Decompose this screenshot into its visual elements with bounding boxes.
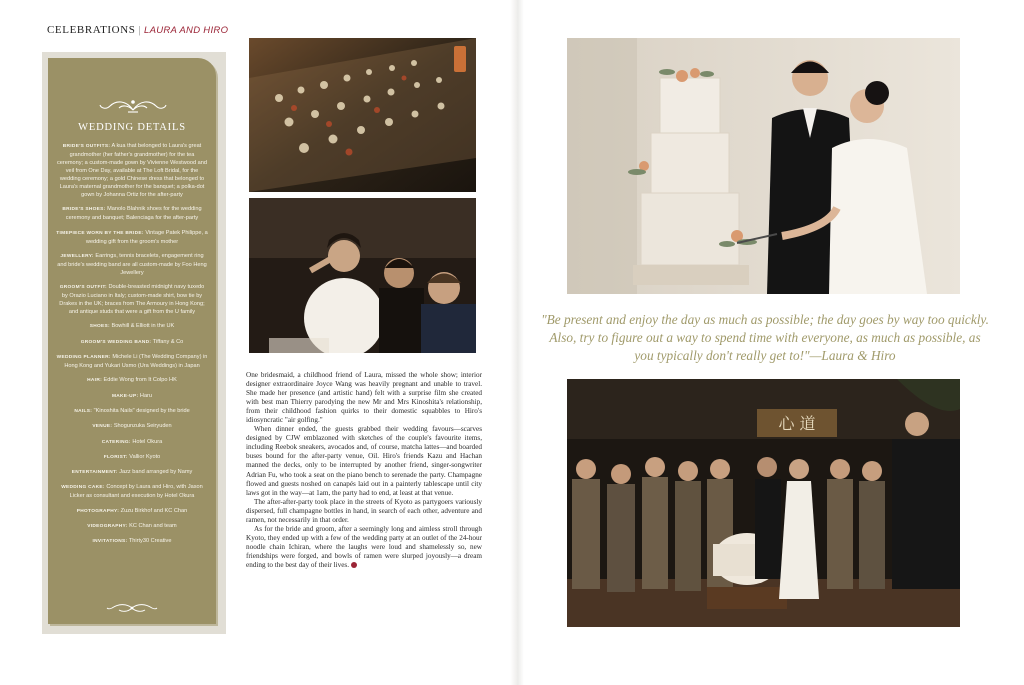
article-paragraph: The after-after-party took place in the streets of Kyoto as partygoers variously dispersed, full champagne bottles in hand, in search of each other, adventure and ramen, not necessarily in that order. (246, 497, 482, 524)
sake-ceremony-photo (567, 379, 960, 627)
end-mark-icon (351, 562, 357, 568)
detail-entry: SHOES: Bowhill & Elliott in the UK (89, 323, 175, 330)
pull-quote: "Be present and enjoy the day as much as possible; the day goes by way too quickly. Also, try to figure out a way to spend time with everyone, as much as possible, as you typically don't really get to!"—Laura & Hiro (541, 312, 989, 363)
couple-name: LAURA AND HIRO (144, 25, 229, 36)
flourish-ornament-icon (98, 96, 168, 116)
cake-cutting-photo (567, 38, 960, 294)
page-header (47, 24, 228, 36)
header-separator: | (138, 25, 141, 36)
tablescape-photo (249, 38, 476, 192)
detail-entry: BRIDE'S SHOES: Manolo Blahnik shoes for the wedding ceremony and banquet; Balenciaga for the after-party (62, 206, 202, 222)
divider-ornament-icon (106, 602, 158, 614)
article-paragraph (246, 525, 482, 570)
photo-icon (567, 38, 960, 294)
detail-entry: GROOM'S WEDDING BAND: Tiffany & Co (80, 338, 184, 345)
photo-icon (249, 198, 476, 353)
detail-entry: PHOTOGRAPHY: Zuzu Birkhof and KC Chan (76, 507, 188, 514)
detail-entry: JEWELLERY: Earrings, tennis bracelets, engagement ring and bride's wedding band are all custom-made by Foo Heng Jewellery (57, 252, 207, 276)
wedding-details-title: WEDDING DETAILS (78, 122, 186, 133)
wedding-details-panel (48, 58, 216, 624)
detail-entry: TIMEPIECE WORN BY THE BRIDE: Vintage Patek Philippe, a wedding gift from the groom's mother (56, 229, 208, 245)
detail-entry: WEDDING PLANNER: Michele Li (The Wedding Company) in Hong Kong and Yukari Usmo (Ura Weddings) in Japan (56, 354, 208, 370)
detail-entry: MAKE-UP: Haru (111, 392, 153, 399)
article-paragraph: One bridesmaid, a childhood friend of Laura, missed the whole show; interior designer extraordinaire Joyce Wang was heavily pregnant and unable to travel. She made her presence (and artistic hand) felt with a surprise film she created with best man Thierry parodying the new Mr and Mrs Kinoshita's relationship, from their childhood fashion quirks to their domestic squabbles to Hiro's idiosyncratic "air golfing." (246, 371, 482, 425)
photo-icon (567, 379, 960, 627)
detail-entry: ENTERTAINMENT: Jazz band arranged by Namy (71, 469, 193, 476)
detail-entry: BRIDE'S OUTFITS: A kua that belonged to Laura's great grandmother (her father's grandmother) for the tea ceremony; a custom-made gown by Vivienne Westwood and veil from One Day, available at The Loft Bridal, for the wedding ceremony; a gold Chinese dress that belonged to Laura's maternal grandmother for the banquet; a polka-dot gown by Johanna Ortiz for the after-party (57, 143, 207, 198)
detail-entry: INVITATIONS: Thirty30 Creative (92, 538, 172, 545)
detail-entry: FLORIST: Vallior Kyoto (103, 453, 161, 460)
detail-entry: GROOM'S OUTFIT: Double-breasted midnight navy tuxedo by Orazio Luciano in Italy; custom-made shirt, bow tie by Drakes in the UK; braces from The Armoury in Hong Kong; and antique studs that were a gift from the U family (59, 284, 205, 316)
photo-icon (249, 38, 476, 192)
detail-entry: VIDEOGRAPHY: KC Chan and team (87, 523, 177, 530)
spread-gutter (510, 0, 524, 685)
detail-entry: VENUE: Shogunzuka Seiryuden (92, 423, 172, 430)
detail-entry: CATERING: Hotel Okura (101, 438, 163, 445)
detail-entry: NAILS: "Kinoshita Nails" designed by the bride (74, 407, 190, 414)
shrine-sign-text: 心 道 (778, 414, 816, 433)
guests-photo (249, 198, 476, 353)
article-paragraph: When dinner ended, the guests grabbed their wedding favours—scarves designed by CJW emblazoned with sketches of the couple's favourite items, including Reebok sneakers, avocados and, of course, matcha lattes—and boarded buses bound for the after-party venue, Oil. Hiro's friends Kazu and Hachan manned the decks, only to be interrupted by another friend, singer-songwriter Adrian Fu, who took a seat on the piano bench to serenade the party. Champagne flowed and guests noshed on canapés laid out in a painterly tablescape until city laws got in the way—at 1am, the party had to end, at least at that venue. (246, 425, 482, 497)
detail-entry: HAIR: Eddie Wong from It Colpo HK (87, 377, 177, 384)
section-name: CELEBRATIONS (47, 24, 136, 36)
article-body (246, 371, 482, 570)
wedding-details-sidebar (42, 52, 226, 634)
article-paragraph-text: As for the bride and groom, after a seemingly long and aimless stroll through Kyoto, they ended up with a few of the wedding party at an outlet of the 24-hour noodle chain Ichiran, where the laughs were loud and shamelessly so, new friendships were forged, and bowls of ramen were slurped joyously—a dream ending to the best day of their lives. (246, 524, 482, 569)
wedding-details-list (56, 142, 208, 553)
detail-entry: WEDDING CAKE: Concept by Laura and Hiro, with Jason Licker as consultant and execution by Hotel Okura (61, 484, 203, 500)
